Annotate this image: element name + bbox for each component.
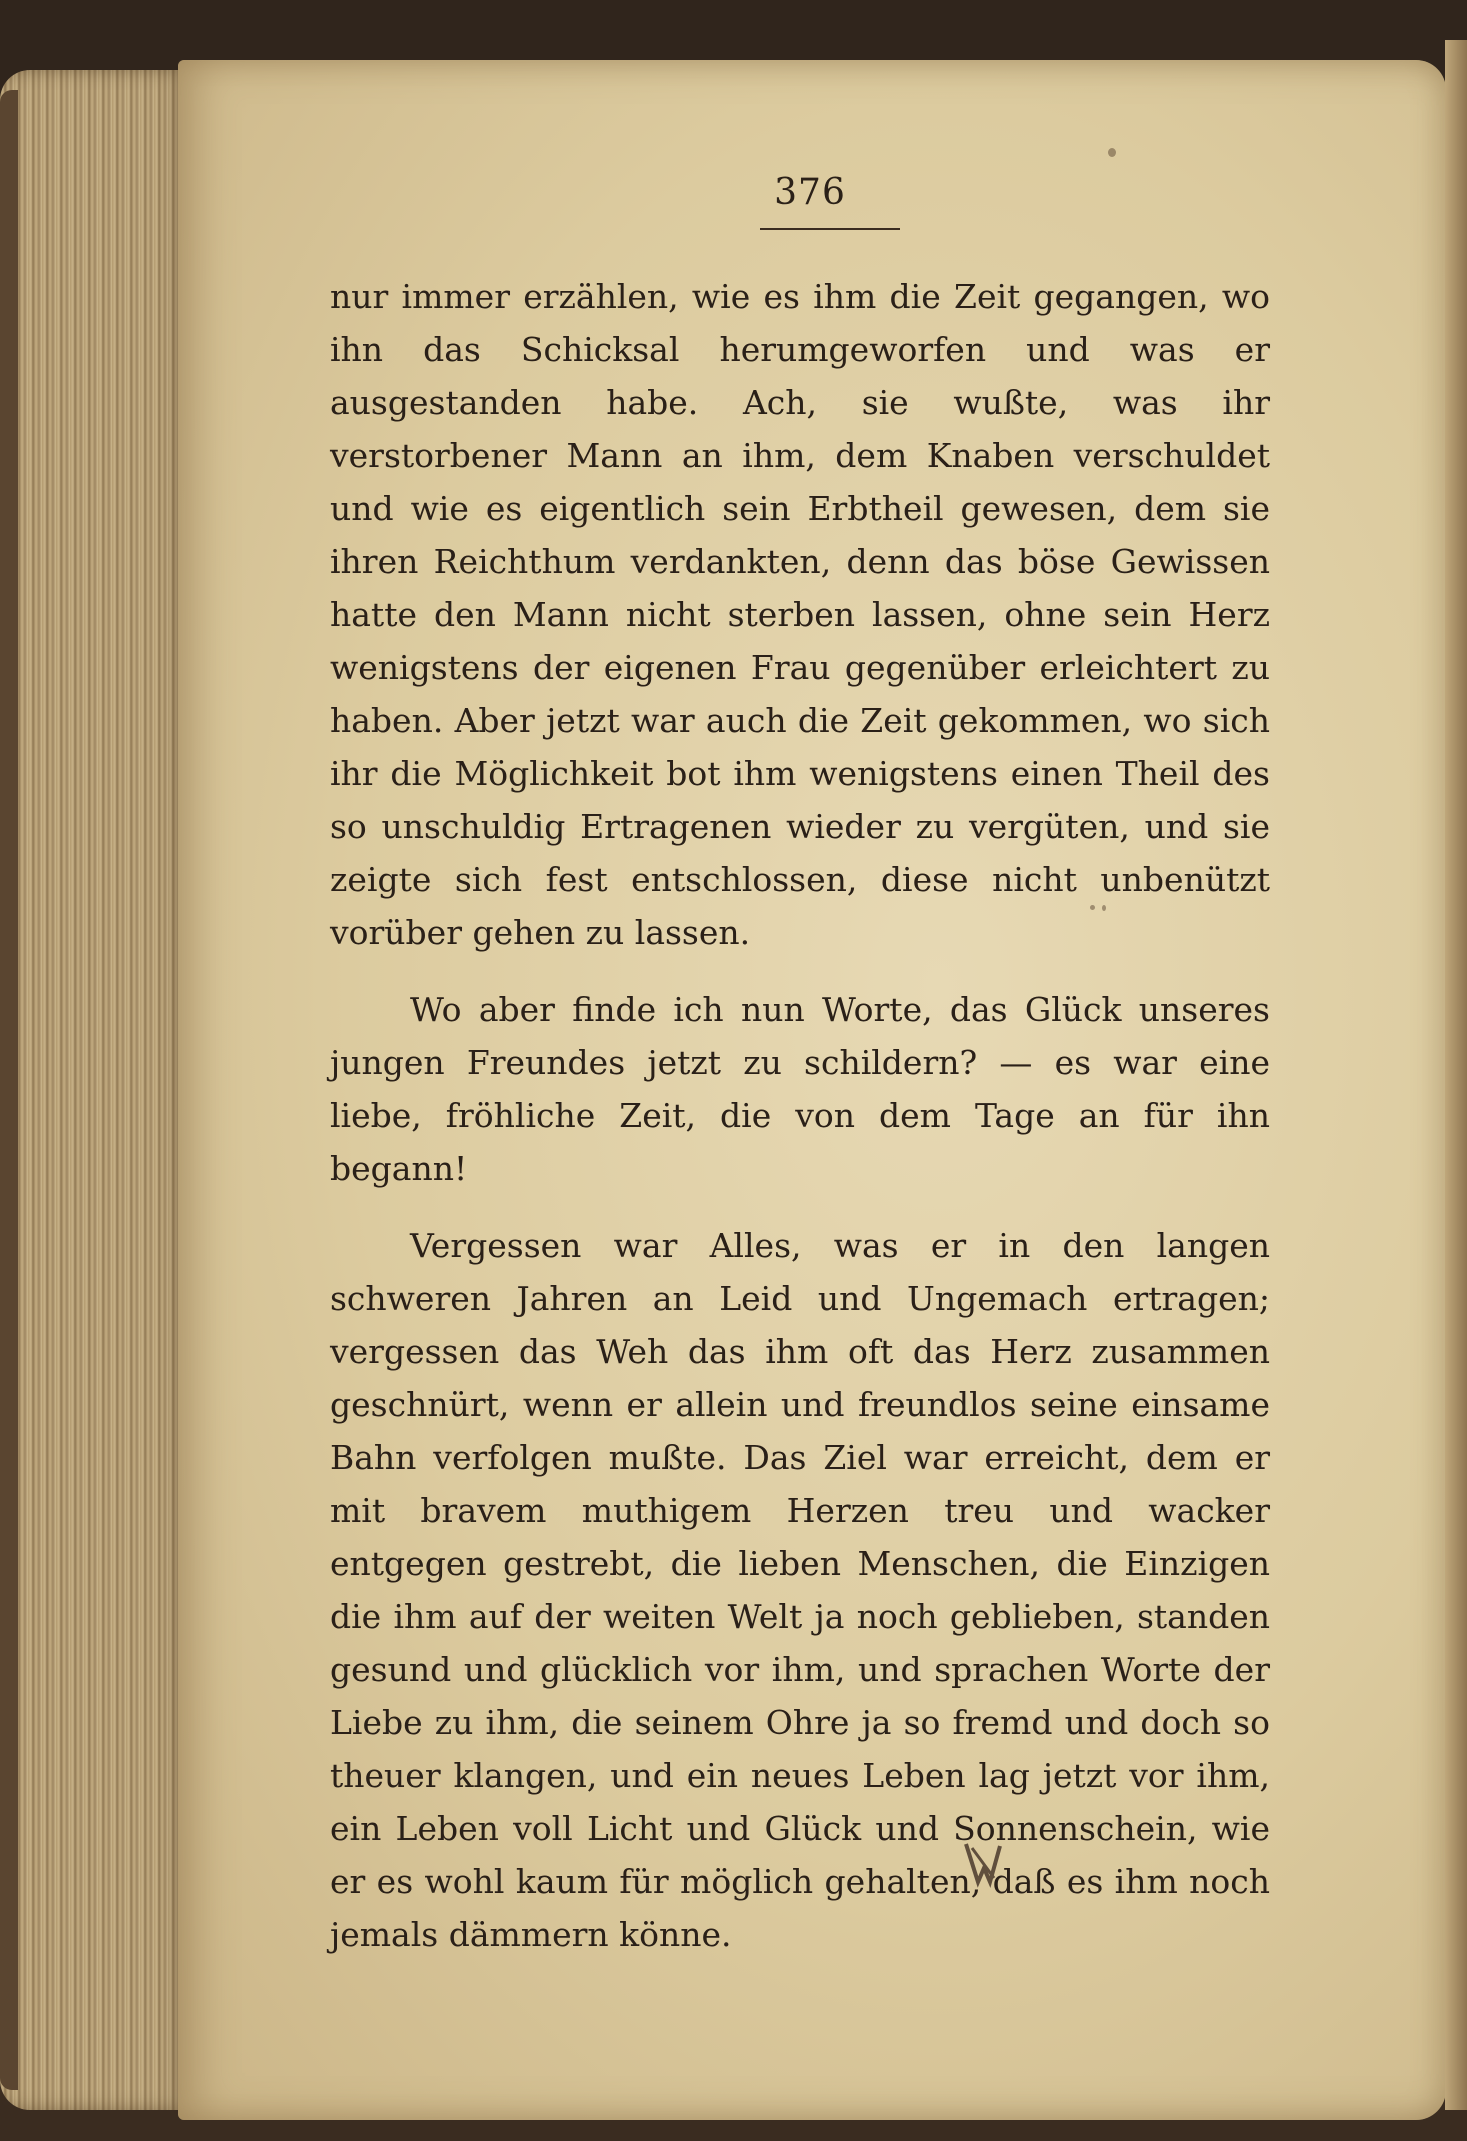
library-stamp-icon [960,1838,1006,1888]
stamp-glyph-icon [960,1838,1006,1888]
body-text [330,270,1270,1985]
paragraph-3: Vergessen war Alles, was er in den langen schweren Jahren an Leid und Ungemach ertragen; vergessen das Weh das ihm oft das Herz zusammen geschnürt, wenn er allein und freundlos seine einsame Bahn verfolgen mußte. Das Ziel war erreicht, dem er mit bravem muthigem Herzen treu und wacker entgegen gestrebt, die lieben Menschen, die Einzigen die ihm auf der weiten Welt ja noch geblieben, standen gesund und glücklich vor ihm, und sprachen Worte der Liebe zu ihm, die seinem Ohre ja so fremd und doch so theuer klangen, und ein neues Leben lag jetzt vor ihm, ein Leben voll Licht und Glück und Sonnenschein, wie er es wohl kaum für möglich gehalten, daß es ihm noch jemals dämmern könne. [330,1226,1270,1954]
page-block-edges [0,70,190,2110]
right-page-edge [1445,40,1467,2110]
paragraph-1: nur immer erzählen, wie es ihm die Zeit gegangen, wo ihn das Schicksal herumgeworfen und was er ausgestanden habe. Ach, sie wußte, was ihr verstorbener Mann an ihm, dem Knaben verschuldet und wie es eigentlich sein Erbtheil gewesen, dem sie ihren Reichthum verdankten, denn das böse Gewissen hatte den Mann nicht sterben lassen, ohne sein Herz wenigstens der eigenen Frau gegenüber erleichtert zu haben. Aber jetzt war auch die Zeit gekommen, wo sich ihr die Möglichkeit bot ihm wenigstens einen Theil des so unschuldig Ertragenen wieder zu vergüten, und sie zeigte sich fest entschlossen, diese nicht unbenützt vorüber gehen zu lassen. [330,277,1270,952]
paper-speck [1102,905,1106,911]
header-rule [760,228,900,230]
paragraph-2: Wo aber finde ich nun Worte, das Glück unseres jungen Freundes jetzt zu schildern? — es war eine liebe, fröhliche Zeit, die von dem Tage an für ihn begann! [330,990,1270,1188]
book-cover-edge [0,90,18,2090]
page-number: 376 [774,172,846,213]
paper-speck [1090,905,1095,910]
paper-speck [1108,148,1116,157]
